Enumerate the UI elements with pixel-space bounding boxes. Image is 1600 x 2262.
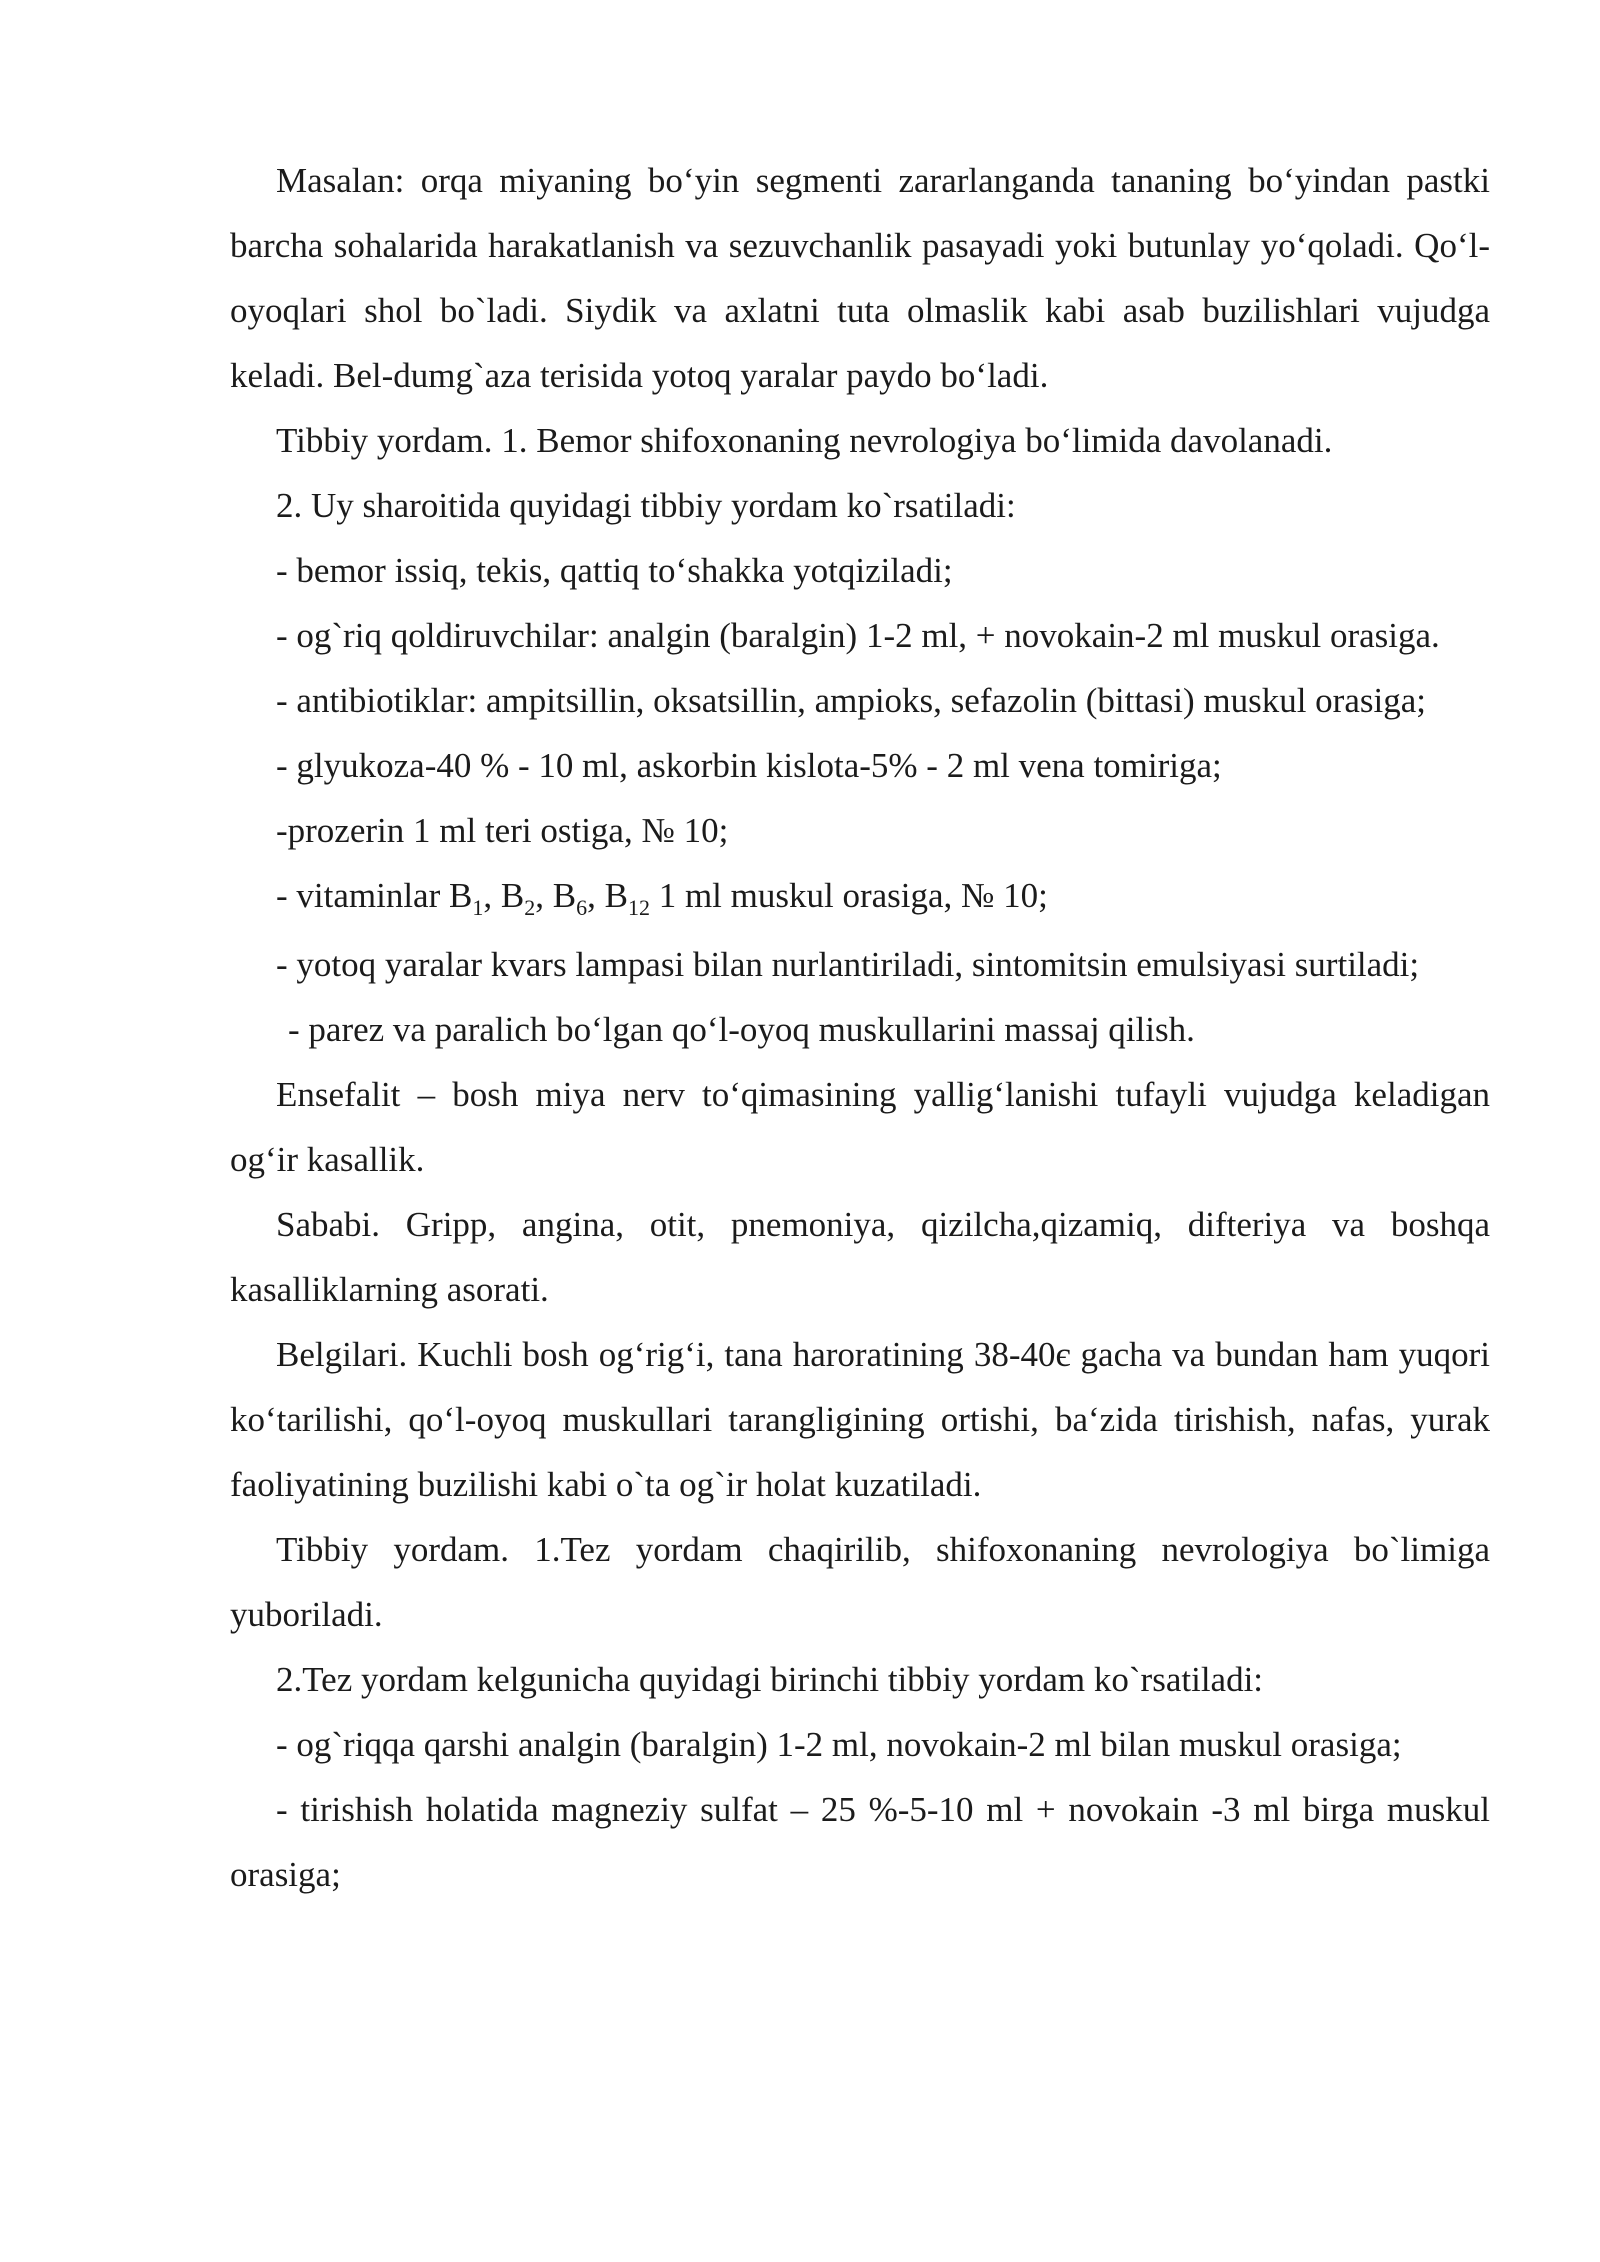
paragraph-medical-help-2: Tibbiy yordam. 1.Tez yordam chaqirilib, shifoxonaning nevrologiya bo`limiga yuboriladi. [230, 1530, 1490, 1634]
paragraph-home-care-intro: 2. Uy sharoitida quyidagi tibbiy yordam ko`rsatiladi: [276, 486, 1016, 525]
list-item-vitamins: - vitaminlar $B_1$, $B_2$, $B_6$, $B_{12}$ 1 ml muskul orasiga, № 10; [276, 876, 1048, 920]
list-item-bedsores: - yotoq yaralar kvars lampasi bilan nurlantiriladi, sintomitsin emulsiyasi surtiladi; [276, 945, 1420, 984]
list-item-painkillers: - og`riq qoldiruvchilar: analgin (baralgin) 1-2 ml, + novokain-2 ml muskul orasiga. [276, 616, 1440, 655]
paragraph-symptoms: Belgilari. Kuchli bosh og‘rig‘i, tana haroratining 38-40є gacha va bundan ham yuqori ko‘tarilishi, qo‘l-oyoq muskullari tarangligining ortishi, ba‘zida tirishish, nafas, yurak faoliyatining buzilishi kabi o`ta og`ir holat kuzatiladi. [230, 1335, 1490, 1504]
document-page [230, 148, 1490, 1907]
list-item-massage: - parez va paralich bo‘lgan qo‘l-oyoq muskullarini massaj qilish. [288, 1010, 1195, 1049]
list-item-analgin: - og`riqqa qarshi analgin (baralgin) 1-2 ml, novokain-2 ml bilan muskul orasiga; [276, 1725, 1402, 1764]
list-item-magnesium: - tirishish holatida magneziy sulfat – 25 %-5-10 ml + novokain -3 ml birga muskul orasiga; [230, 1790, 1490, 1894]
paragraph-medical-help-1: Tibbiy yordam. 1. Bemor shifoxonaning nevrologiya bo‘limida davolanadi. [276, 421, 1333, 460]
paragraph-spinal-damage: Masalan: orqa miyaning bo‘yin segmenti zararlanganda tananing bo‘yindan pastki barcha sohalarida harakatlanish va sezuvchanlik pasayadi yoki butunlay yo‘qoladi. Qo‘l-oyoqlari shol bo`ladi. Siydik va axlatni tuta olmaslik kabi asab buzilishlari vujudga keladi. Bel-dumg`aza terisida yotoq yaralar paydo bo‘ladi. [230, 161, 1490, 395]
paragraph-causes: Sababi. Gripp, angina, otit, pnemoniya, qizilcha,qizamiq, difteriya va boshqa kasalliklarning asorati. [230, 1205, 1490, 1309]
paragraph-encephalitis: Ensefalit – bosh miya nerv to‘qimasining yallig‘lanishi tufayli vujudga keladigan og‘ir kasallik. [230, 1075, 1490, 1179]
list-item-prozerin: -prozerin 1 ml teri ostiga, № 10; [276, 811, 729, 850]
paragraph-first-aid-intro: 2.Tez yordam kelgunicha quyidagi birinchi tibbiy yordam ko`rsatiladi: [276, 1660, 1264, 1699]
list-item-glucose: - glyukoza-40 % - 10 ml, askorbin kislota-5% - 2 ml vena tomiriga; [276, 746, 1222, 785]
list-item-antibiotics: - antibiotiklar: ampitsillin, oksatsillin, ampioks, sefazolin (bittasi) muskul orasiga; [276, 681, 1426, 720]
list-item-bed: - bemor issiq, tekis, qattiq to‘shakka yotqiziladi; [276, 551, 953, 590]
